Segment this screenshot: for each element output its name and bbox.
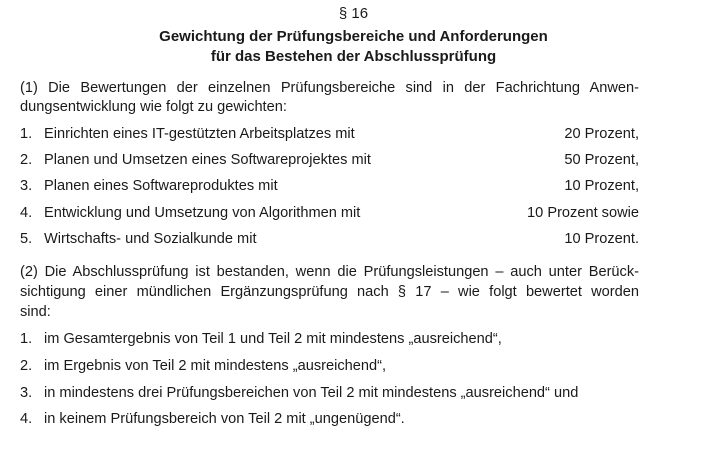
list-text: im Ergebnis von Teil 2 mit mindestens „ausreichend“,	[44, 358, 387, 374]
weight-item-5	[20, 230, 639, 248]
list-text: Planen eines Softwareproduktes mit	[44, 178, 278, 194]
list-text: Planen und Umsetzen eines Softwareprojektes mit	[44, 152, 371, 168]
list-number: 2.	[20, 358, 33, 374]
list-value: 20 Prozent,	[564, 126, 639, 142]
requirement-item-2	[20, 357, 639, 375]
list-number: 3.	[20, 385, 33, 401]
requirement-item-3	[20, 384, 639, 402]
list-number: 5.	[20, 231, 33, 247]
paragraph-2-line-2: sichtigung einer mündlichen Ergänzungsprüfung nach § 17 – wie folgt bewertet worden	[20, 284, 639, 300]
weight-item-4	[20, 204, 639, 222]
list-value: 10 Prozent.	[564, 231, 639, 247]
list-value: 10 Prozent sowie	[527, 205, 639, 221]
paragraph-2-line-1: (2) Die Abschlussprüfung ist bestanden, wenn die Prüfungsleistungen – auch unter Berück-	[20, 264, 639, 280]
requirement-item-4	[20, 410, 639, 428]
weight-item-1	[20, 125, 639, 143]
list-text: in keinem Prüfungsbereich von Teil 2 mit „ungenügend“.	[44, 411, 405, 427]
list-text: im Gesamtergebnis von Teil 1 und Teil 2 mit mindestens „ausreichend“,	[44, 331, 502, 347]
list-text: Einrichten eines IT-gestützten Arbeitsplatzes mit	[44, 126, 355, 142]
requirement-item-1	[20, 330, 639, 348]
list-text: Wirtschafts- und Sozialkunde mit	[44, 231, 257, 247]
section-title-line-1: Gewichtung der Prüfungsbereiche und Anforderungen	[159, 28, 548, 45]
paragraph-1-line-1: (1) Die Bewertungen der einzelnen Prüfungsbereiche sind in der Fachrichtung Anwen-	[20, 80, 639, 96]
section-number: § 16	[338, 5, 369, 22]
weight-item-2	[20, 151, 639, 169]
list-text: Entwicklung und Umsetzung von Algorithmen mit	[44, 205, 361, 221]
paragraph-2-line-3: sind:	[20, 304, 51, 320]
list-number: 1.	[20, 126, 33, 142]
list-number: 4.	[20, 205, 33, 221]
list-number: 3.	[20, 178, 33, 194]
list-value: 50 Prozent,	[564, 152, 639, 168]
weight-item-3	[20, 177, 639, 195]
section-title-line-2: für das Bestehen der Abschlussprüfung	[210, 48, 497, 65]
paragraph-1-line-2: dungsentwicklung wie folgt zu gewichten:	[20, 99, 287, 115]
list-number: 4.	[20, 411, 33, 427]
list-value: 10 Prozent,	[564, 178, 639, 194]
list-number: 2.	[20, 152, 33, 168]
list-number: 1.	[20, 331, 33, 347]
list-text: in mindestens drei Prüfungsbereichen von Teil 2 mit mindestens „ausreichend“ und	[44, 385, 579, 401]
